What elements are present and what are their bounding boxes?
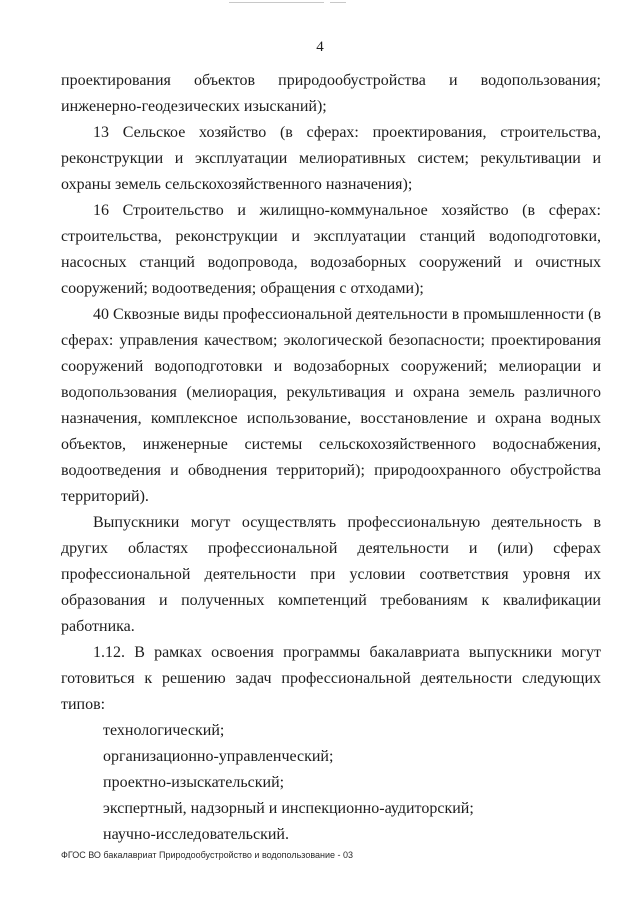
page-footer: ФГОС ВО бакалавриат Природообустройство и водопользование - 03: [61, 850, 354, 860]
paragraph-other-areas: Выпускники могут осуществлять профессиональную деятельность в других областях профессиональной деятельности и (или) сферах профессиональной деятельности при условии соответствия уровня их образования и полученных компетенций требованиям к квалификации работника.: [61, 514, 601, 635]
page-number: 4: [316, 39, 324, 55]
list-item: организационно-управленческий;: [103, 748, 334, 765]
list-item: научно-исследовательский.: [103, 826, 289, 843]
scan-edge-line: [330, 2, 346, 3]
list-item: проектно-изыскательский;: [103, 774, 285, 791]
scan-edge-line: [229, 2, 324, 3]
list-item: экспертный, надзорный и инспекционно-аудиторский;: [103, 800, 474, 817]
paragraph-1-12: 1.12. В рамках освоения программы бакалавриата выпускники могут готовиться к решению задач профессиональной деятельности следующих типов:: [61, 644, 601, 713]
paragraph-continuation: проектирования объектов природообустройства и водопользования; инженерно-геодезических изысканий);: [61, 72, 601, 115]
paragraph-cross-cutting: 40 Сквозные виды профессиональной деятельности в промышленности (в сферах: управления качеством; экологической безопасности; проектирования сооружений водоподготовки и водозаборных сооружений; мелиорации и водопользования (мелиорация, рекультивация и охрана земель различного назначения, комплексное использование, восстановление и охрана водных объектов, инженерные системы сельскохозяйственного водоснабжения, водоотведения и обводнения территорий); природоохранного обустройства территорий).: [61, 306, 601, 505]
paragraph-agriculture: 13 Сельское хозяйство (в сферах: проектирования, строительства, реконструкции и эксплуатации мелиоративных систем; рекультивации и охраны земель сельскохозяйственного назначения);: [61, 124, 601, 193]
document-body: [61, 68, 601, 848]
task-types-list: [61, 718, 601, 848]
list-item: технологический;: [103, 722, 225, 739]
paragraph-construction: 16 Строительство и жилищно-коммунальное хозяйство (в сферах: строительства, реконструкции и эксплуатации станций водоподготовки, насосных станций водопровода, водозаборных сооружений и очистных сооружений; водоотведения; обращения с отходами);: [61, 202, 601, 297]
